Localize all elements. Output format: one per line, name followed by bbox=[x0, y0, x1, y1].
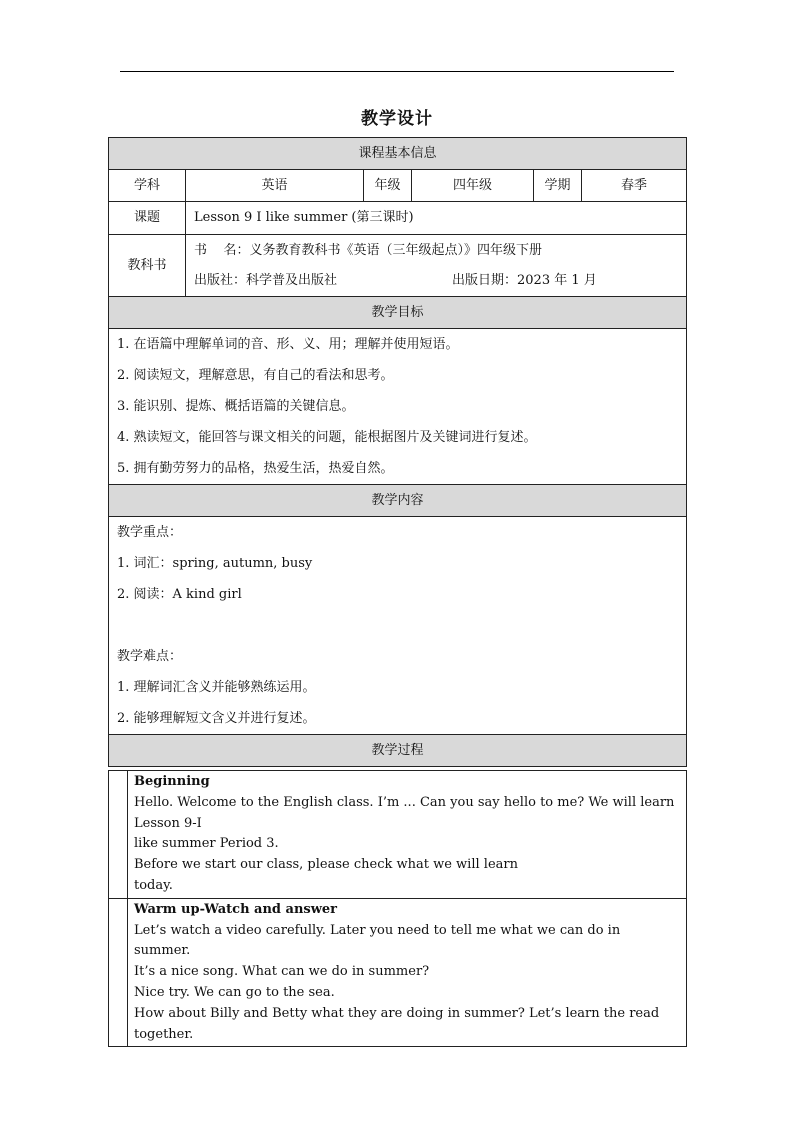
process-margin-cell bbox=[109, 898, 128, 1047]
publish-date: 出版日期：2023 年 1 月 bbox=[452, 272, 597, 288]
grade-label: 年级 bbox=[364, 170, 412, 202]
grade-value: 四年级 bbox=[412, 170, 534, 202]
term-value: 春季 bbox=[582, 170, 687, 202]
difficulty-item: 2. 能够理解短文含义并进行复述。 bbox=[117, 711, 316, 726]
subject-label: 学科 bbox=[109, 170, 186, 202]
topic-label: 课题 bbox=[109, 202, 186, 235]
section-line: today. bbox=[134, 877, 173, 893]
section-line: It’s a nice song. What can we do in summer? bbox=[134, 964, 430, 980]
page-title: 教学设计 bbox=[361, 109, 433, 129]
header-rule bbox=[120, 71, 674, 72]
section-line: Nice try. We can go to the sea. bbox=[134, 984, 335, 1000]
objective-item: 4. 熟读短文，能回答与课文相关的问题，能根据图片及关键词进行复述。 bbox=[117, 430, 537, 445]
key-points-label: 教学重点： bbox=[117, 525, 183, 540]
topic-value: Lesson 9 I like summer (第三课时) bbox=[186, 202, 687, 235]
difficulty-item: 1. 理解词汇含义并能够熟练运用。 bbox=[117, 680, 316, 695]
publisher-row bbox=[194, 266, 678, 296]
objective-item: 2. 阅读短文，理解意思，有自己的看法和思考。 bbox=[117, 368, 394, 383]
objective-item: 3. 能识别、提炼、概括语篇的关键信息。 bbox=[117, 399, 355, 414]
spacer bbox=[117, 610, 678, 641]
difficulty-label: 教学难点： bbox=[117, 649, 183, 664]
content-header: 教学内容 bbox=[109, 485, 687, 517]
process-margin-cell bbox=[109, 771, 128, 899]
lesson-plan-table bbox=[108, 137, 687, 767]
objective-item: 1. 在语篇中理解单词的音、形、义、用；理解并使用短语。 bbox=[117, 337, 459, 352]
basic-info-header: 课程基本信息 bbox=[109, 138, 687, 170]
objectives-header: 教学目标 bbox=[109, 297, 687, 329]
objective-item: 5. 拥有勤劳努力的品格，热爱生活，热爱自然。 bbox=[117, 461, 394, 476]
section-line: Before we start our class, please check what we will learn bbox=[134, 857, 518, 873]
process-section-warmup bbox=[128, 898, 687, 1047]
textbook-label: 教科书 bbox=[109, 235, 186, 297]
section-line: Let’s watch a video carefully. Later you need to tell me what we can do in summer. bbox=[134, 922, 621, 959]
textbook-info bbox=[186, 235, 687, 297]
book-name: 书 名：义务教育教科书《英语（三年级起点）》四年级下册 bbox=[194, 242, 543, 258]
section-line: Hello. Welcome to the English class. I’m ... Can you say hello to me? We will learn Lesson 9-I bbox=[134, 794, 675, 831]
process-header: 教学过程 bbox=[109, 735, 687, 767]
subject-value: 英语 bbox=[186, 170, 364, 202]
key-point-item: 2. 阅读：A kind girl bbox=[117, 587, 242, 602]
publisher: 出版社：科学普及出版社 bbox=[194, 272, 338, 288]
section-title: Warm up-Watch and answer bbox=[134, 901, 338, 917]
section-line: How about Billy and Betty what they are doing in summer? Let’s learn the read together. bbox=[134, 1005, 660, 1042]
section-title: Beginning bbox=[134, 774, 210, 789]
key-point-item: 1. 词汇：spring, autumn, busy bbox=[117, 556, 313, 571]
content-body bbox=[109, 517, 687, 735]
process-section-beginning bbox=[128, 771, 687, 899]
objectives-body bbox=[109, 329, 687, 485]
section-line: like summer Period 3. bbox=[134, 836, 279, 852]
term-label: 学期 bbox=[534, 170, 582, 202]
process-table bbox=[108, 770, 687, 1047]
